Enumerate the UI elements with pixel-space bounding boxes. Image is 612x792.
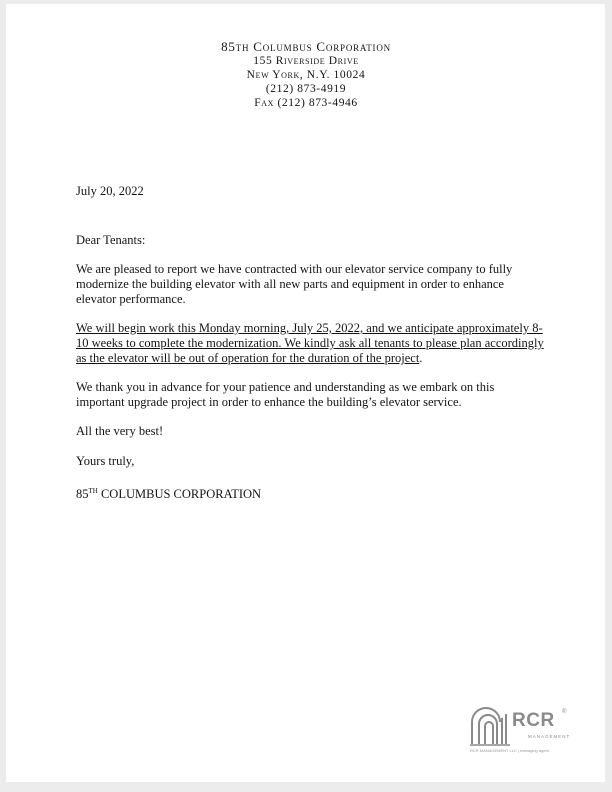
company-address: 155 Riverside Drive	[253, 55, 359, 67]
letter-date: July 20, 2022	[76, 184, 144, 198]
signature-name: COLUMBUS CORPORATION	[97, 487, 262, 501]
paragraph-contract: We are pleased to report we have contracted with our elevator service company to fully modernize the building elevator with all new parts and equipment in order to enhance elevator performance.	[76, 262, 513, 306]
logo-registered: ®	[562, 709, 567, 715]
paragraph-thanks: We thank you in advance for your patience and understanding as we embark on this important upgrade project in order to enhance the building’s elevator service.	[76, 380, 495, 409]
logo-tagline: RCR MANAGEMENT LLC | managing agent	[470, 748, 549, 753]
logo-subtitle: MANAGEMENT	[528, 734, 571, 739]
closing-yours-truly: Yours truly,	[76, 454, 135, 468]
schedule-underlined-text: We will begin work this Monday morning, July 25, 2022, and we anticipate approximately 8-10 weeks to complete the modernization. We kindly ask all tenants to please plan accordingly as the elevator will be out of operation for the duration of the project	[76, 321, 544, 365]
company-fax: Fax (212) 873-4946	[254, 97, 358, 109]
company-name: 85th Columbus Corporation	[221, 39, 391, 54]
signature-ordinal: TH	[88, 487, 98, 495]
letterhead	[0, 40, 612, 110]
logo-wordmark: RCR	[512, 710, 555, 731]
schedule-period: .	[419, 351, 423, 365]
company-phone: (212) 873-4919	[265, 83, 347, 95]
company-city: New York, N.Y. 10024	[246, 69, 366, 81]
salutation: Dear Tenants:	[76, 233, 146, 247]
paragraph-schedule	[76, 321, 546, 366]
signature-company	[76, 484, 546, 502]
rcr-logo	[466, 704, 576, 760]
closing-best: All the very best!	[76, 424, 164, 438]
building-arches-icon	[468, 704, 512, 748]
signature-number: 85	[76, 487, 89, 501]
